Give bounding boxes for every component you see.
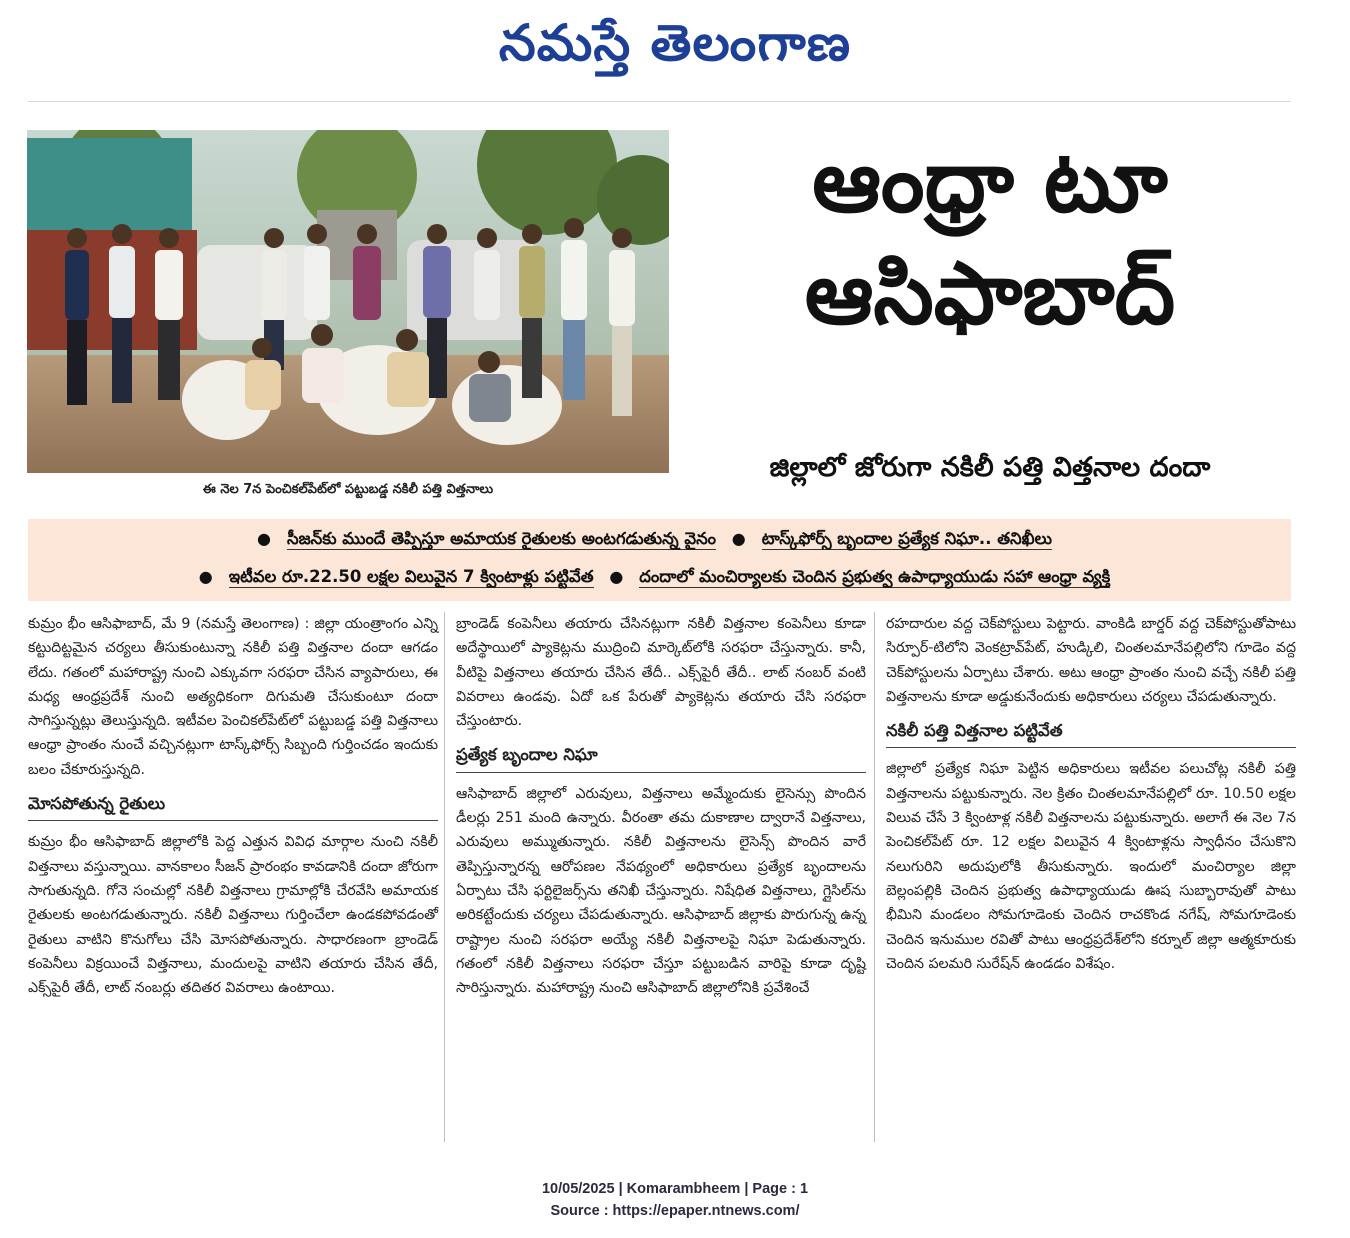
article-paragraph: కుమ్రం భీం ఆసిఫాబాద్‌ జిల్లాలోకి పెద్ద ఎత్తున వివిధ మార్గాల నుంచి నకిలీ విత్తనాలు వస్తున్నాయి. వానకాలం సీజన్‌ ప్రారంభం కావడానికి దందా జోరుగా సాగుతున్నది. గోనె సంచుల్లో నకిలీ విత్తనాలు గ్రామాల్లోకి చేరవేసి అమాయక రైతులకు అంటగడుతున్నారు. నకిలీ విత్తనాలు గుర్తించేలా ఉండకపోవడంతో రైతులు వాటిని కొనుగోలు చేసి మోసపోతున్నారు. సాధారణంగా బ్రాండెడ్‌ కంపెనీలు విక్రయించే విత్తనాలు, మందులపై వాటిని తయారు చేసిన తేదీ, ఎక్స్‌పైరీ తేదీ, లాట్‌ నంబర్లు తదితర వివరాలు ఉంటాయి. xyxy=(28,834,438,997)
article-paragraph: రహదారుల వద్ద చెక్‌పోస్టులు పెట్టారు. వాంకిడి బార్డర్‌ వద్ద చెక్‌పోస్టుతోపాటు సిర్పూర్‌-టిలోని వెంకట్రావ్‌పేట్‌, హుడ్కిలి, చింతలమానేపల్లిలోని గూడెం వద్ద చెక్‌పోస్టులను ఏర్పాటు చేశారు. అటు ఆంధ్రా ప్రాంతం నుంచి వచ్చే నకిలీ పత్తి విత్తనాలను కూడా అడ్డుకునేందుకు అధికారులు చర్యలు చేపడుతున్నారు. xyxy=(886,616,1296,705)
article-column-3 xyxy=(886,612,1296,976)
article-paragraph: కుమ్రం భీం ఆసిఫాబాద్‌, మే 9 (నమస్తే తెలంగాణ) : జిల్లా యంత్రాంగం ఎన్ని కట్టుదిట్టమైన చర్యలు తీసుకుంటున్నా నకిలీ పత్తి విత్తనాల దందా ఆగడం లేదు. గతంలో మహారాష్ట్ర నుంచి ఎక్కువగా సరఫరా చేసిన వ్యాపారులు, ఈ మధ్య ఆంధ్రప్రదేశ్‌ నుంచి అత్యధికంగా దిగుమతి చేసుకుంటూ దందా సాగిస్తున్నట్లు తెలుస్తున్నది. ఇటీవల పెంచికల్‌పేట్‌లో పట్టుబడ్డ పత్తి విత్తనాలు ఆంధ్రా ప్రాంతం నుంచే వచ్చినట్లుగా టాస్క్‌ఫోర్స్‌ సిబ్బంది గుర్తించడం ఇందుకు బలం చేకూరుస్తున్నది. xyxy=(28,616,438,778)
highlights-row xyxy=(28,529,1291,552)
bullet-icon: ● xyxy=(609,567,624,586)
article-paragraph: ఆసిఫాబాద్‌ జిల్లాలో ఎరువులు, విత్తనాలు అమ్మేందుకు లైసెన్సు పొందిన డీలర్లు 251 మంది ఉన్నారు. వీరంతా తమ దుకాణాల ద్వారానే విత్తనాలు, ఎరువులు అమ్ముతున్నారు. నకిలీ విత్తనాలను లైసెన్స్‌ పొందిన వారే తెప్పిస్తున్నారన్న ఆరోపణల నేపథ్యంలో అధికారులు ప్రత్యేక బృందాలను ఏర్పాటు చేసి ఫర్టిలైజర్స్‌ను తనిఖీ చేస్తున్నారు. నిషేధిత విత్తనాలు, గ్లైసిల్‌ను అరికట్టేందుకు చర్యలు చేపడుతున్నారు. ఆసిఫాబాద్‌ జిల్లాకు పొరుగున్న ఉన్న రాష్ట్రాల నుంచి సరఫరా అయ్యే నకిలీ విత్తనాలపై నిఘా పెడుతున్నారు. గతంలో నకిలీ విత్తనాలు సరఫరా చేస్తూ పట్టుబడిన వారిపై కూడా దృష్టి సారిస్తున్నారు. మహారాష్ట్ర నుంచి ఆసిఫాబాద్‌ జిల్లాలోనికి ప్రవేశించే xyxy=(456,785,866,997)
subheadline: జిల్లాలో జోరుగా నకిలీ పత్తి విత్తనాల దందా xyxy=(769,452,1211,483)
headline xyxy=(690,126,1290,350)
highlights-box xyxy=(28,519,1291,601)
article-column-1 xyxy=(28,612,438,1000)
article-paragraph: జిల్లాలో ప్రత్యేక నిఘా పెట్టిన అధికారులు ఇటీవల పలుచోట్ల నకిలీ పత్తి విత్తనాలను పట్టుకున్నారు. నెల క్రితం చింతలమానేపల్లిలో రూ. 10.50 లక్షల విలువ చేసే 3 క్వింటాళ్ల నకిలీ విత్తనాలను పట్టుకున్నారు. అలాగే ఈ నెల 7న పెంచికల్‌పేట్‌ రూ. 12 లక్షల విలువైన 4 క్వింటాళ్లను స్వాధీనం చేసుకొని నలుగురిని అదుపులోకి తీసుకున్నారు. ఇందులో మంచిర్యాల జిల్లా బెల్లంపల్లికి చెందిన ప్రభుత్వ ఉపాధ్యాయుడు ఊష సుబ్బారావుతో పాటు భీమిని మండలం సోమగూడెంకు చెందిన రాచకొండ నగేష్‌, సోమగూడెంకు చెందిన ఇనుముల రవితో పాటు ఆంధ్రప్రదేశ్‌లోని కర్నూల్‌ జిల్లా ఆత్మకూరుకు చెందిన పలమరి సురేష్‌న్‌ ఉండడం విశేషం. xyxy=(886,761,1296,972)
highlight-item: టాస్క్‌ఫోర్స్‌ బృందాల ప్రత్యేక నిఘా.. తనిఖీలు xyxy=(761,529,1052,548)
section-subtitle xyxy=(886,719,1296,748)
highlight-item: దందాలో మంచిర్యాలకు చెందిన ప్రభుత్వ ఉపాధ్యాయుడు సహా ఆంధ్రా వ్యక్తి xyxy=(639,567,1111,586)
section-subtitle-text: మోసపోతున్న రైతులు xyxy=(28,794,166,814)
footer-source-link[interactable]: Source : https://epaper.ntnews.com/ xyxy=(550,1203,800,1219)
news-photo xyxy=(27,130,669,473)
highlight-item: ఇటీవల రూ.22.50 లక్షల విలువైన 7 క్వింటాళ్లు పట్టివేత xyxy=(228,567,594,586)
article-column-2 xyxy=(456,612,866,1000)
masthead-divider xyxy=(28,101,1291,102)
highlight-item: సీజన్‌కు ముందే తెప్పిస్తూ అమాయక రైతులకు అంటగడుతున్న వైనం xyxy=(286,529,717,548)
bullet-icon: ● xyxy=(198,567,213,586)
headline-line-2: ఆసిఫాబాద్‌ xyxy=(804,244,1176,344)
page-footer xyxy=(0,1178,1350,1222)
section-subtitle xyxy=(456,743,866,772)
footer-date-edition: 10/05/2025 | Komarambheem | Page : 1 xyxy=(541,1181,809,1197)
headline-line-1: ఆంధ్రా టూ xyxy=(812,132,1168,232)
column-divider xyxy=(444,612,445,1142)
section-subtitle xyxy=(28,792,438,821)
column-divider xyxy=(874,612,875,1142)
masthead-logo: నమస్తే తెలంగాణ xyxy=(498,14,852,72)
section-subtitle-text: ప్రత్యేక బృందాల నిఘా xyxy=(456,745,598,765)
section-subtitle-text: నకిలీ పత్తి విత్తనాల పట్టివేత xyxy=(886,721,1063,741)
bullet-icon: ● xyxy=(731,529,746,548)
bullet-icon: ● xyxy=(257,529,271,548)
highlights-row xyxy=(28,567,1291,590)
article-paragraph: బ్రాండెడ్‌ కంపెనీలు తయారు చేసినట్లుగా నకిలీ విత్తనాల కంపెనీలు కూడా అదేస్థాయిలో ప్యాకెట్లను ముద్రించి మార్కెట్‌లోకి సరఫరా చేస్తున్నారు. కానీ, వీటిపై విత్తనాలు తయారు చేసిన తేదీ.. ఎక్స్‌పైరీ తేదీ.. లాట్‌ నంబర్‌ వంటి వివరాలు ఉండవు. ఏదో ఒక పేరుతో ప్యాకెట్లను తయారు చేసి సరఫరా చేస్తుంటారు. xyxy=(456,616,866,730)
photo-caption: ఈ నెల 7న పెంచికల్‌పేట్‌లో పట్టుబడ్డ నకిలీ పత్తి విత్తనాలు xyxy=(202,482,494,497)
